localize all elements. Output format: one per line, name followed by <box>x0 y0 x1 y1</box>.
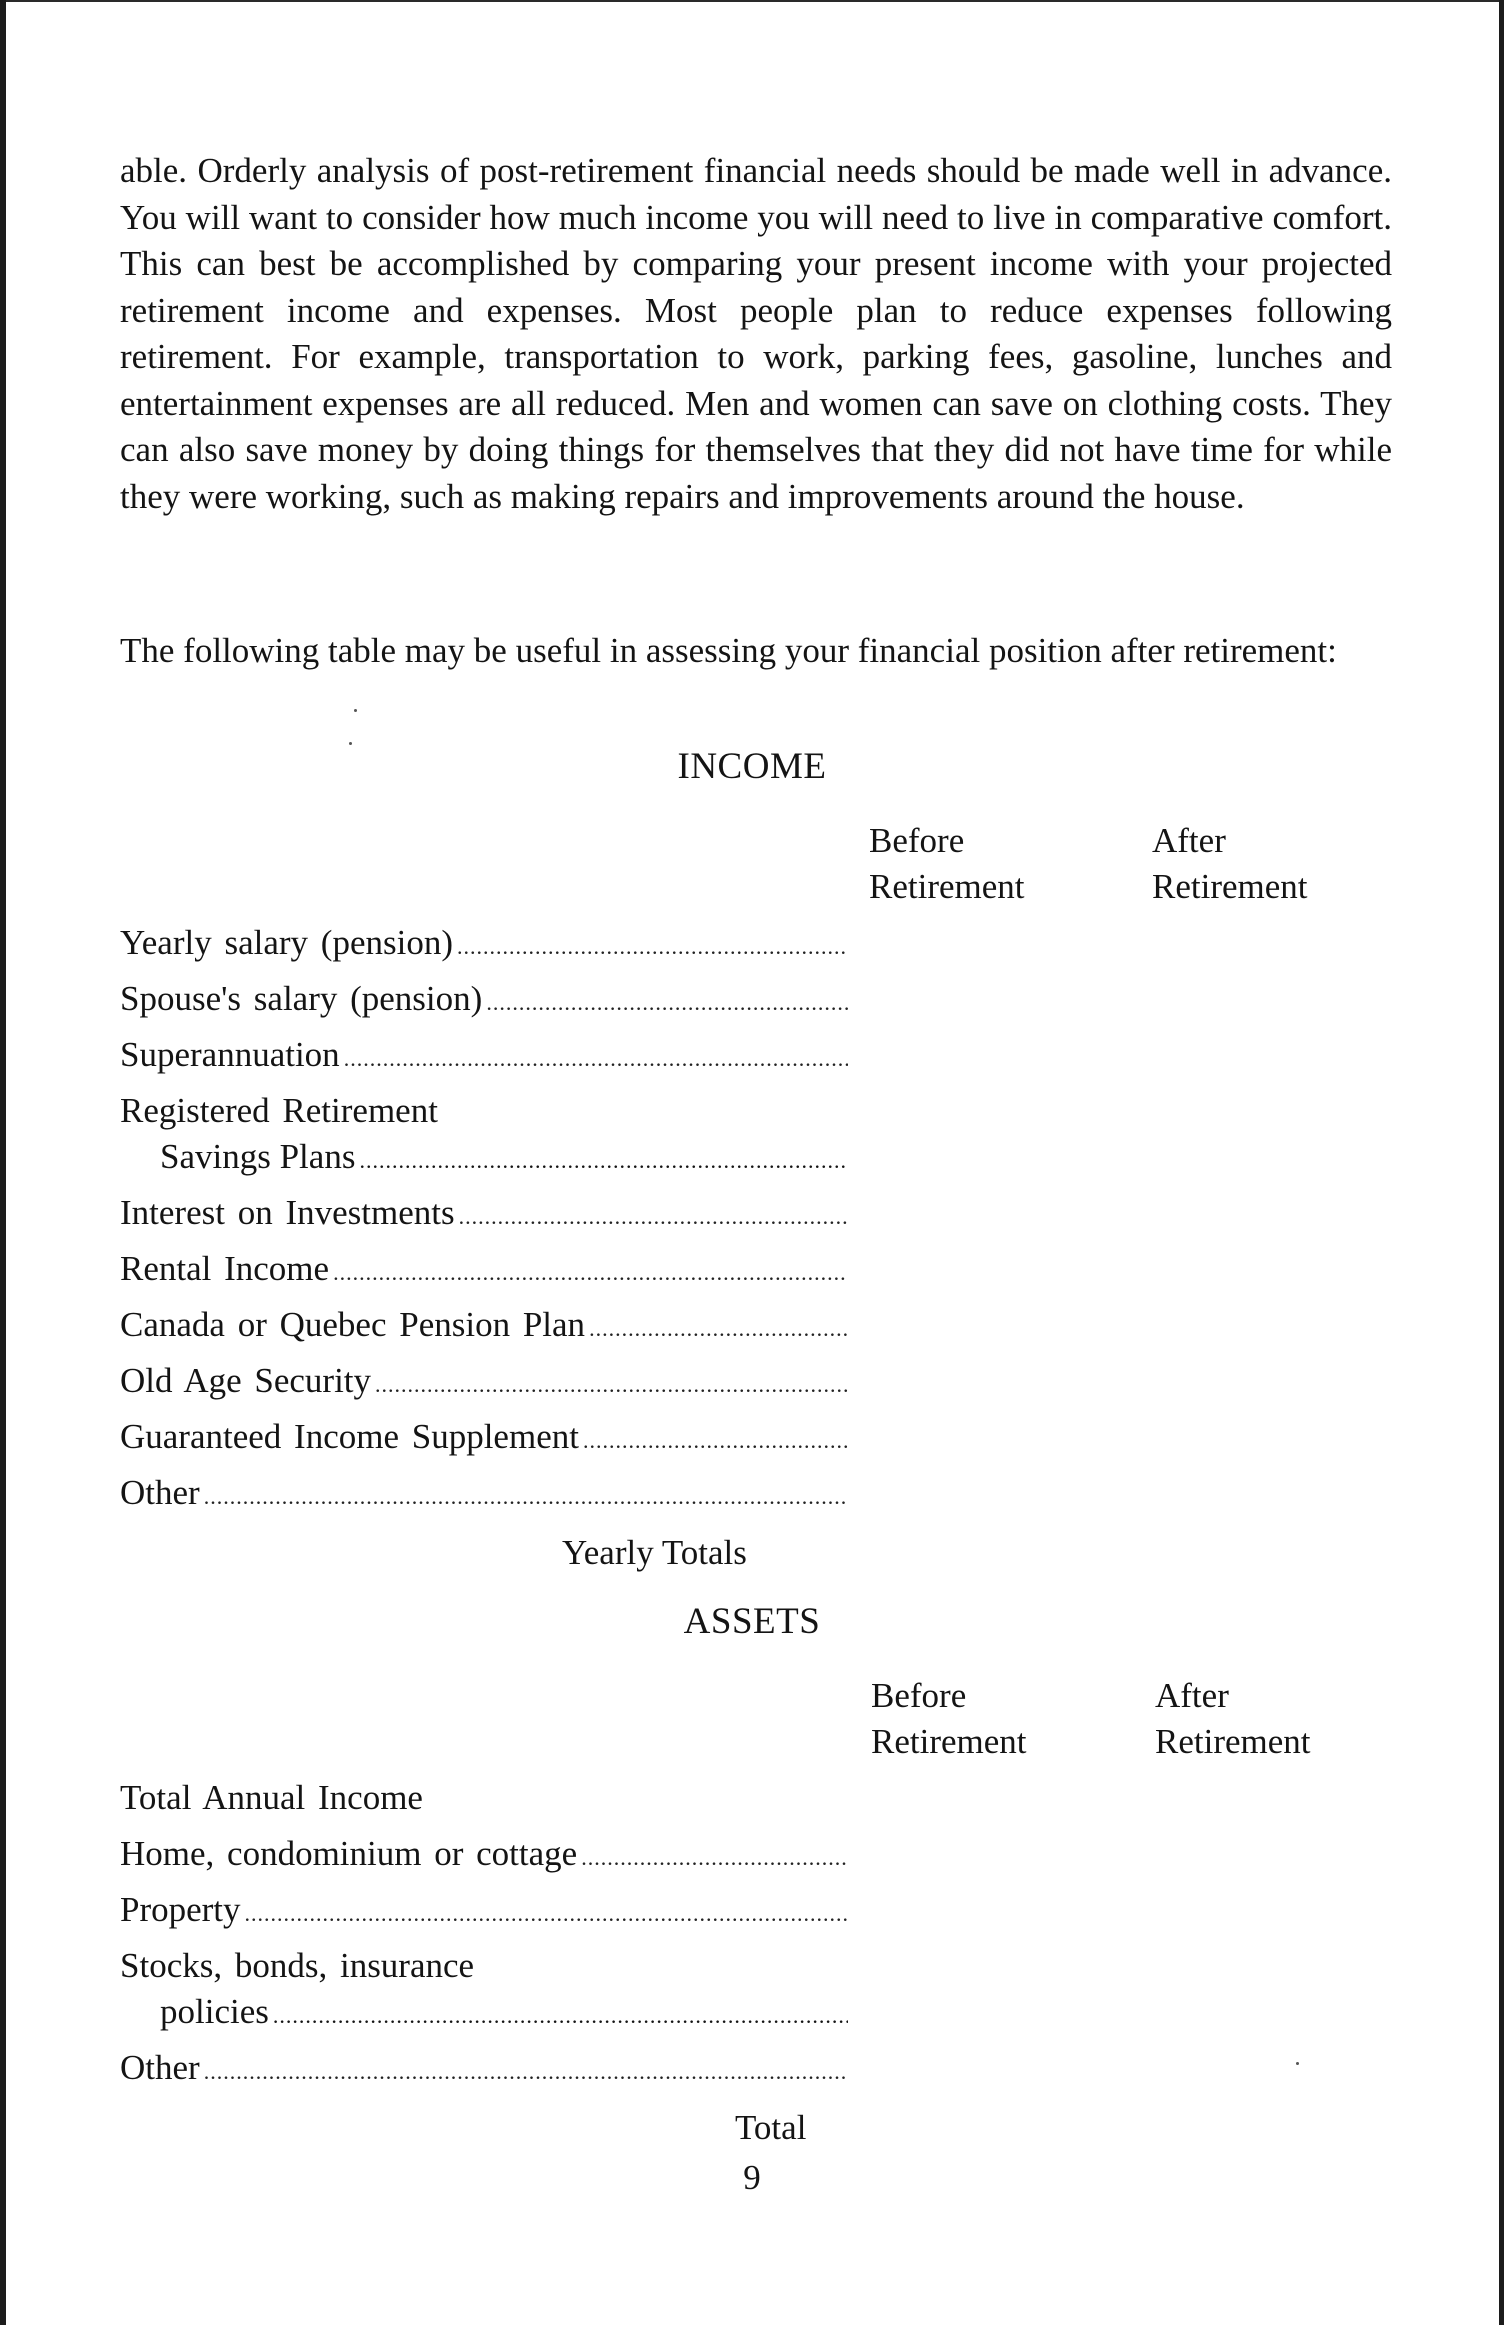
row-label: Other <box>120 2048 200 2087</box>
dot-leader <box>581 1835 848 1881</box>
row-label: Canada or Quebec Pension Plan <box>120 1305 586 1344</box>
income-row-yearly-salary <box>120 920 848 970</box>
assets-column-before-line1: Before <box>871 1676 967 1715</box>
assets-row-home <box>120 1831 848 1881</box>
dot-leader <box>204 2049 848 2095</box>
assets-heading: ASSETS <box>683 1601 821 1642</box>
income-column-before-line1: Before <box>869 821 965 860</box>
row-label: Interest on Investments <box>120 1193 455 1232</box>
assets-total-label: Total <box>735 2108 807 2147</box>
dot-leader <box>344 1036 848 1082</box>
income-row-superannuation <box>120 1032 848 1082</box>
row-label: Other <box>120 1473 200 1512</box>
income-heading: INCOME <box>677 746 827 787</box>
income-row-rrsp <box>120 1088 848 1184</box>
assets-row-stocks-bonds <box>120 1943 848 2039</box>
row-label: Old Age Security <box>120 1361 372 1400</box>
page-number: 9 <box>743 2158 761 2197</box>
page-top-border <box>0 0 1504 2</box>
assets-column-before <box>871 1673 1027 1765</box>
dot-leader <box>245 1891 848 1937</box>
row-label: Home, condominium or cottage <box>120 1834 578 1873</box>
income-row-gis <box>120 1414 848 1464</box>
row-label: Yearly salary (pension) <box>120 923 453 962</box>
dot-leader <box>589 1306 848 1352</box>
assets-column-before-line2: Retirement <box>871 1722 1027 1761</box>
row-label: Superannuation <box>120 1035 340 1074</box>
assets-column-after <box>1155 1673 1311 1765</box>
row-label-continued: Savings Plans <box>160 1137 356 1176</box>
dot-leader <box>359 1138 848 1184</box>
income-row-spouse-salary <box>120 976 848 1026</box>
income-row-old-age-security <box>120 1358 848 1408</box>
income-column-before <box>869 818 1025 910</box>
intro-paragraph: able. Orderly analysis of post-retirement financial needs should be made well in advance. You will want to consider how much income you will need to live in comparative comfort. This can best be accomplished by comparing your present income with your projected retirement income and expenses. Most people plan to reduce expenses following retirement. For example, transportation to work, parking fees, gasoline, lunches and entertainment expenses are all reduced. Men and women can save on clothing costs. They can also save money by doing things for themselves that they did not have time for while they were working, such as making repairs and improvements around the house. <box>120 151 1392 516</box>
dot-leader <box>486 980 848 1026</box>
income-row-other <box>120 1470 848 1520</box>
page-right-border <box>1499 0 1504 2325</box>
assets-column-after-line1: After <box>1155 1676 1229 1715</box>
row-label: Stocks, bonds, insurance <box>120 1946 475 1985</box>
dot-leader <box>375 1362 848 1408</box>
income-yearly-totals-label: Yearly Totals <box>562 1533 747 1572</box>
dot-leader <box>459 1194 848 1240</box>
income-column-before-line2: Retirement <box>869 867 1025 906</box>
income-row-interest <box>120 1190 848 1240</box>
assets-column-after-line2: Retirement <box>1155 1722 1311 1761</box>
table-intro-paragraph: The following table may be useful in assessing your financial position after retirement: <box>120 631 1337 670</box>
assets-row-property <box>120 1887 848 1937</box>
row-label: Registered Retirement <box>120 1091 438 1130</box>
income-column-after-line2: Retirement <box>1152 867 1308 906</box>
row-label: Total Annual Income <box>120 1778 423 1817</box>
income-column-after <box>1152 818 1308 910</box>
row-label: Rental Income <box>120 1249 330 1288</box>
income-column-after-line1: After <box>1152 821 1226 860</box>
dot-leader <box>583 1418 848 1464</box>
print-speck <box>1296 2062 1299 2065</box>
dot-leader <box>204 1474 848 1520</box>
row-label-continued: policies <box>160 1992 269 2031</box>
dot-leader <box>457 924 848 970</box>
income-row-rental <box>120 1246 848 1296</box>
dot-leader <box>273 1993 848 2039</box>
income-row-cpp-qpp <box>120 1302 848 1352</box>
assets-row-total-annual-income <box>120 1775 848 1821</box>
row-label: Spouse's salary (pension) <box>120 979 483 1018</box>
row-label: Guaranteed Income Supplement <box>120 1417 579 1456</box>
assets-row-other <box>120 2045 848 2095</box>
dot-leader <box>333 1250 848 1296</box>
page-left-border <box>0 0 6 2325</box>
print-speck <box>354 709 357 712</box>
row-label: Property <box>120 1890 241 1929</box>
